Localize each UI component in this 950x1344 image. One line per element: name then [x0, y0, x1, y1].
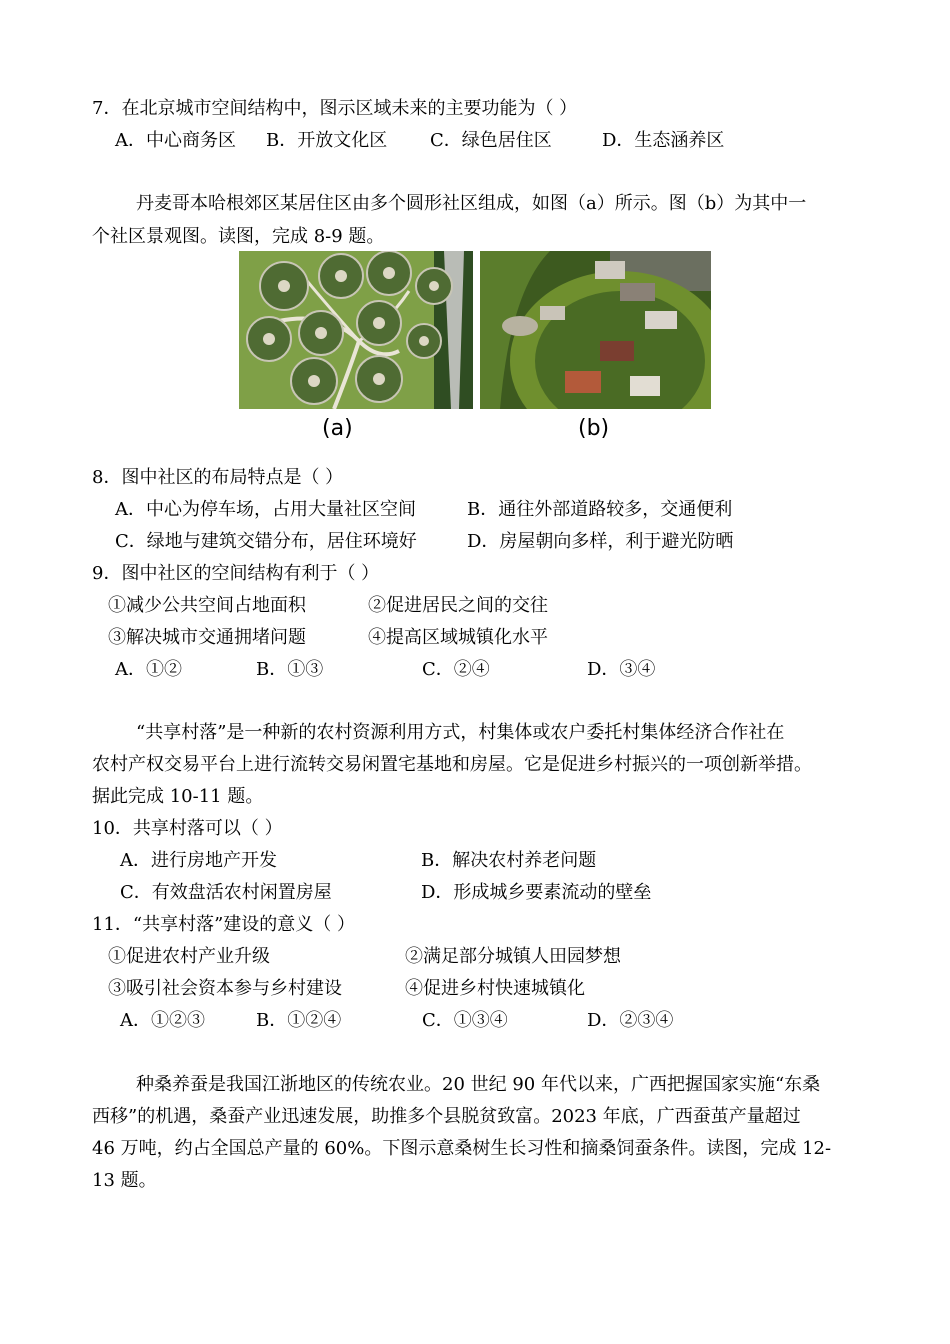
q8-option-c: C．绿地与建筑交错分布，居住环境好 [115, 531, 417, 552]
q8-option-b: B．通往外部道路较多，交通便利 [467, 499, 733, 520]
q8-stem: 8．图中社区的布局特点是（ ） [92, 467, 344, 488]
q11-option-c: C．①③④ [422, 1010, 508, 1031]
figure-b-community-photo [480, 251, 711, 409]
q11-option-d: D．②③④ [587, 1010, 674, 1031]
q9-option-a: A．①② [115, 659, 182, 680]
passage2-line2: 农村产权交易平台上进行流转交易闲置宅基地和房屋。它是促进乡村振兴的一项创新举措。 [92, 754, 812, 775]
q11-item-3: ③吸引社会资本参与乡村建设 [108, 978, 342, 999]
q10-option-c: C．有效盘活农村闲置房屋 [120, 882, 332, 903]
q11-item-1: ①促进农村产业升级 [108, 946, 270, 967]
q7-option-b: B．开放文化区 [266, 130, 388, 151]
passage3-line4: 13 题。 [92, 1170, 157, 1191]
q9-item-4: ④提高区域城镇化水平 [368, 627, 548, 648]
q11-item-2: ②满足部分城镇人田园梦想 [405, 946, 621, 967]
passage1-line2: 个社区景观图。读图，完成 8-9 题。 [92, 226, 385, 247]
passage3-line3: 46 万吨，约占全国总产量的 60%。下图示意桑树生长习性和摘桑饲蚕条件。读图，完成 12- [92, 1138, 832, 1159]
q7-option-a: A．中心商务区 [115, 130, 236, 151]
q7-stem: 7．在北京城市空间结构中，图示区域未来的主要功能为（ ） [92, 98, 578, 119]
figure-a-aerial-photo [239, 251, 473, 409]
q8-option-a: A．中心为停车场，占用大量社区空间 [115, 499, 416, 520]
passage3-line2: 西移”的机遇，桑蚕产业迅速发展，助推多个县脱贫致富。2023 年底，广西蚕茧产量超过 [92, 1106, 801, 1127]
q10-stem: 10．共享村落可以（ ） [92, 818, 283, 839]
q9-item-2: ②促进居民之间的交往 [368, 595, 548, 616]
q8-option-d: D．房屋朝向多样，利于避光防晒 [467, 531, 734, 552]
q7-option-c: C．绿色居住区 [430, 130, 552, 151]
q7-option-d: D．生态涵养区 [602, 130, 725, 151]
passage2-line3: 据此完成 10-11 题。 [92, 786, 264, 807]
q11-item-4: ④促进乡村快速城镇化 [405, 978, 585, 999]
q9-item-1: ①减少公共空间占地面积 [108, 595, 306, 616]
q10-option-d: D．形成城乡要素流动的壁垒 [421, 882, 652, 903]
q11-stem: 11．“共享村落”建设的意义（ ） [92, 914, 356, 935]
figure-a-caption: (a) [322, 416, 353, 441]
figure-b-caption: (b) [578, 416, 610, 441]
q9-option-c: C．②④ [422, 659, 490, 680]
q11-option-b: B．①②④ [256, 1010, 342, 1031]
q9-option-b: B．①③ [256, 659, 324, 680]
q9-item-3: ③解决城市交通拥堵问题 [108, 627, 306, 648]
q9-option-d: D．③④ [587, 659, 656, 680]
passage2-line1: “共享村落”是一种新的农村资源利用方式，村集体或农户委托村集体经济合作社在 [136, 722, 785, 743]
passage1-line1: 丹麦哥本哈根郊区某居住区由多个圆形社区组成，如图（a）所示。图（b）为其中一 [136, 193, 807, 214]
q10-option-a: A．进行房地产开发 [120, 850, 277, 871]
q11-option-a: A．①②③ [120, 1010, 205, 1031]
q9-stem: 9．图中社区的空间结构有利于（ ） [92, 563, 380, 584]
passage3-line1: 种桑养蚕是我国江浙地区的传统农业。20 世纪 90 年代以来，广西把握国家实施“东桑 [136, 1074, 821, 1095]
q10-option-b: B．解决农村养老问题 [421, 850, 597, 871]
